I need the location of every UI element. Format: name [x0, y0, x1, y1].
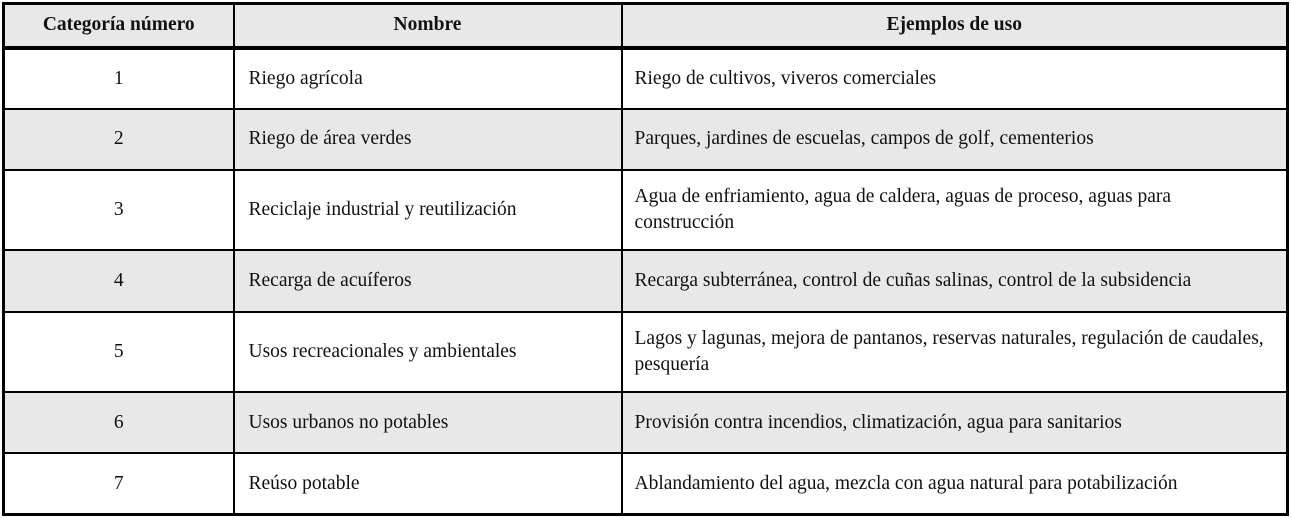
column-header-nombre: Nombre: [234, 4, 622, 48]
table-row: [4, 48, 1288, 109]
column-header-ejemplos: Ejemplos de uso: [622, 4, 1288, 48]
examples-cell: Parques, jardines de escuelas, campos de golf, cementerios: [622, 109, 1288, 170]
category-number-cell: 3: [4, 170, 234, 251]
examples-cell: Agua de enfriamiento, agua de caldera, aguas de proceso, aguas para construcción: [622, 170, 1288, 251]
name-cell: Riego de área verdes: [234, 109, 622, 170]
category-number-cell: 5: [4, 312, 234, 393]
reuse-categories-table: [2, 2, 1289, 516]
name-cell: Usos recreacionales y ambientales: [234, 312, 622, 393]
name-cell: Reúso potable: [234, 453, 622, 514]
column-header-categoria: Categoría número: [4, 4, 234, 48]
category-number-cell: 4: [4, 250, 234, 311]
name-cell: Recarga de acuíferos: [234, 250, 622, 311]
category-number-cell: 2: [4, 109, 234, 170]
examples-cell: Riego de cultivos, viveros comerciales: [622, 48, 1288, 109]
table-row: [4, 250, 1288, 311]
examples-cell: Lagos y lagunas, mejora de pantanos, reservas naturales, regulación de caudales, pesquería: [622, 312, 1288, 393]
examples-cell: Provisión contra incendios, climatización, agua para sanitarios: [622, 392, 1288, 453]
examples-cell: Recarga subterránea, control de cuñas salinas, control de la subsidencia: [622, 250, 1288, 311]
table-row: [4, 109, 1288, 170]
category-number-cell: 6: [4, 392, 234, 453]
name-cell: Usos urbanos no potables: [234, 392, 622, 453]
name-cell: Riego agrícola: [234, 48, 622, 109]
category-number-cell: 1: [4, 48, 234, 109]
name-cell: Reciclaje industrial y reutilización: [234, 170, 622, 251]
table-row: [4, 392, 1288, 453]
table-row: [4, 170, 1288, 251]
examples-cell: Ablandamiento del agua, mezcla con agua natural para potabilización: [622, 453, 1288, 514]
table-header: [4, 4, 1288, 48]
table-row: [4, 453, 1288, 514]
category-number-cell: 7: [4, 453, 234, 514]
table-body: [4, 48, 1288, 515]
table-row: [4, 312, 1288, 393]
header-row: [4, 4, 1288, 48]
